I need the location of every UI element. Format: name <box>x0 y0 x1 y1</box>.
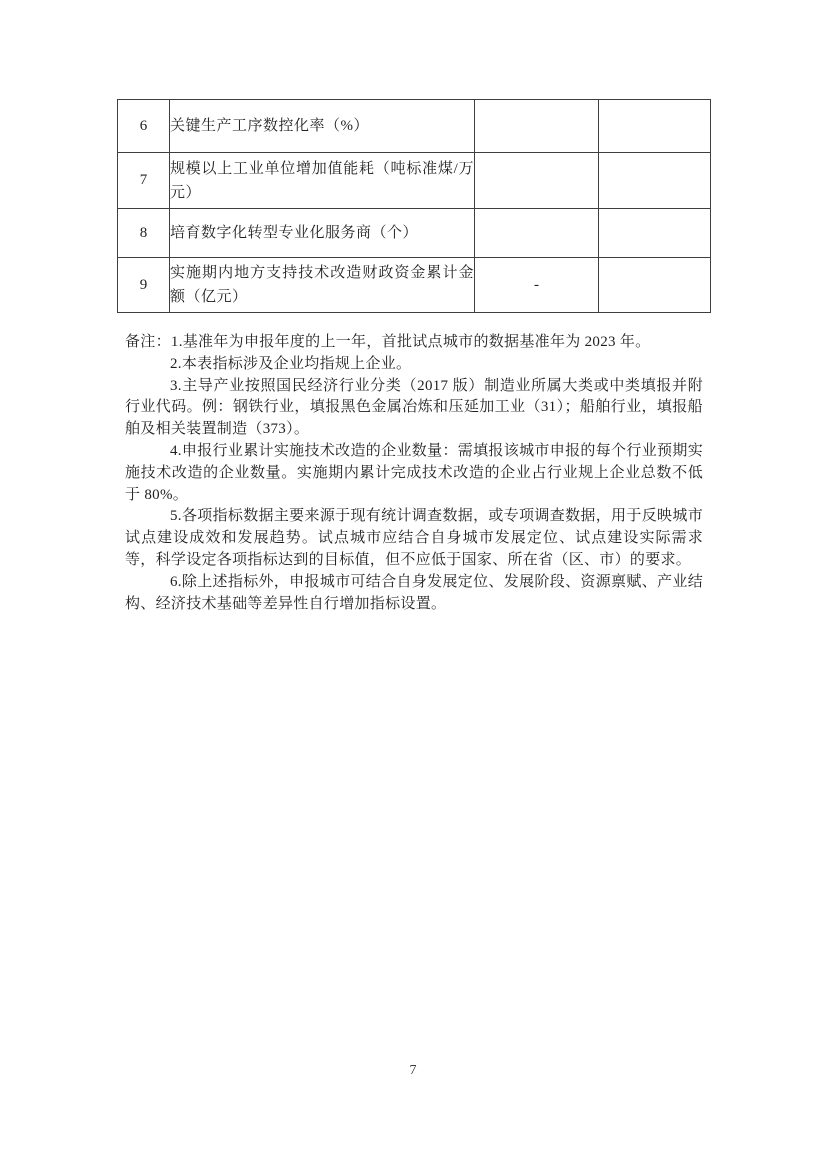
note-item <box>125 332 703 354</box>
value-cell-2 <box>599 153 711 209</box>
note-item: 3.主导产业按照国民经济行业分类（2017 版）制造业所属大类或中类填报并附行业代码。例：钢铁行业，填报黑色金属冶炼和压延加工业（31）；船舶行业，填报船舶及相关装置制造（373）。 <box>125 377 703 438</box>
notes-section <box>125 332 703 615</box>
note-item: 6.除上述指标外，申报城市可结合自身发展定位、发展阶段、资源禀赋、产业结构、经济技术基础等差异性自行增加指标设置。 <box>125 573 703 612</box>
value-cell-2 <box>599 209 711 258</box>
indicator-table <box>117 99 711 313</box>
indicator-name-cell: 培育数字化转型专业化服务商（个） <box>170 209 475 258</box>
value-cell-1: - <box>475 258 599 313</box>
row-number-cell: 6 <box>118 100 170 153</box>
table-row <box>118 100 711 153</box>
value-cell-1 <box>475 209 599 258</box>
page-number: 7 <box>409 1063 417 1078</box>
note-text: 1.基准年为申报年度的上一年，首批试点城市的数据基准年为 2023 年。 <box>170 334 651 350</box>
row-number-cell: 8 <box>118 209 170 258</box>
value-cell-1 <box>475 153 599 209</box>
note-item: 4.申报行业累计实施技术改造的企业数量：需填报该城市申报的每个行业预期实施技术改造的企业数量。实施期内累计完成技术改造的企业占行业规上企业总数不低于 80%。 <box>125 442 703 503</box>
table-row <box>118 153 711 209</box>
value-cell-1 <box>475 100 599 153</box>
note-item: 5.各项指标数据主要来源于现有统计调查数据，或专项调查数据，用于反映城市试点建设成效和发展趋势。试点城市应结合自身城市发展定位、试点建设实际需求等，科学设定各项指标达到的目标值，但不应低于国家、所在省（区、市）的要求。 <box>125 508 703 568</box>
row-number-cell: 9 <box>118 258 170 313</box>
table-row <box>118 258 711 313</box>
value-cell-2 <box>599 100 711 153</box>
note-item: 2.本表指标涉及企业均指规上企业。 <box>170 355 412 372</box>
table-row <box>118 209 711 258</box>
value-cell-2 <box>599 258 711 313</box>
row-number-cell: 7 <box>118 153 170 209</box>
indicator-name-cell: 实施期内地方支持技术改造财政资金累计金额（亿元） <box>170 258 475 313</box>
indicator-name-cell: 关键生产工序数控化率（%） <box>170 100 475 153</box>
notes-label: 备注： <box>125 334 171 350</box>
indicator-name-cell: 规模以上工业单位增加值能耗（吨标准煤/万元） <box>170 153 475 209</box>
